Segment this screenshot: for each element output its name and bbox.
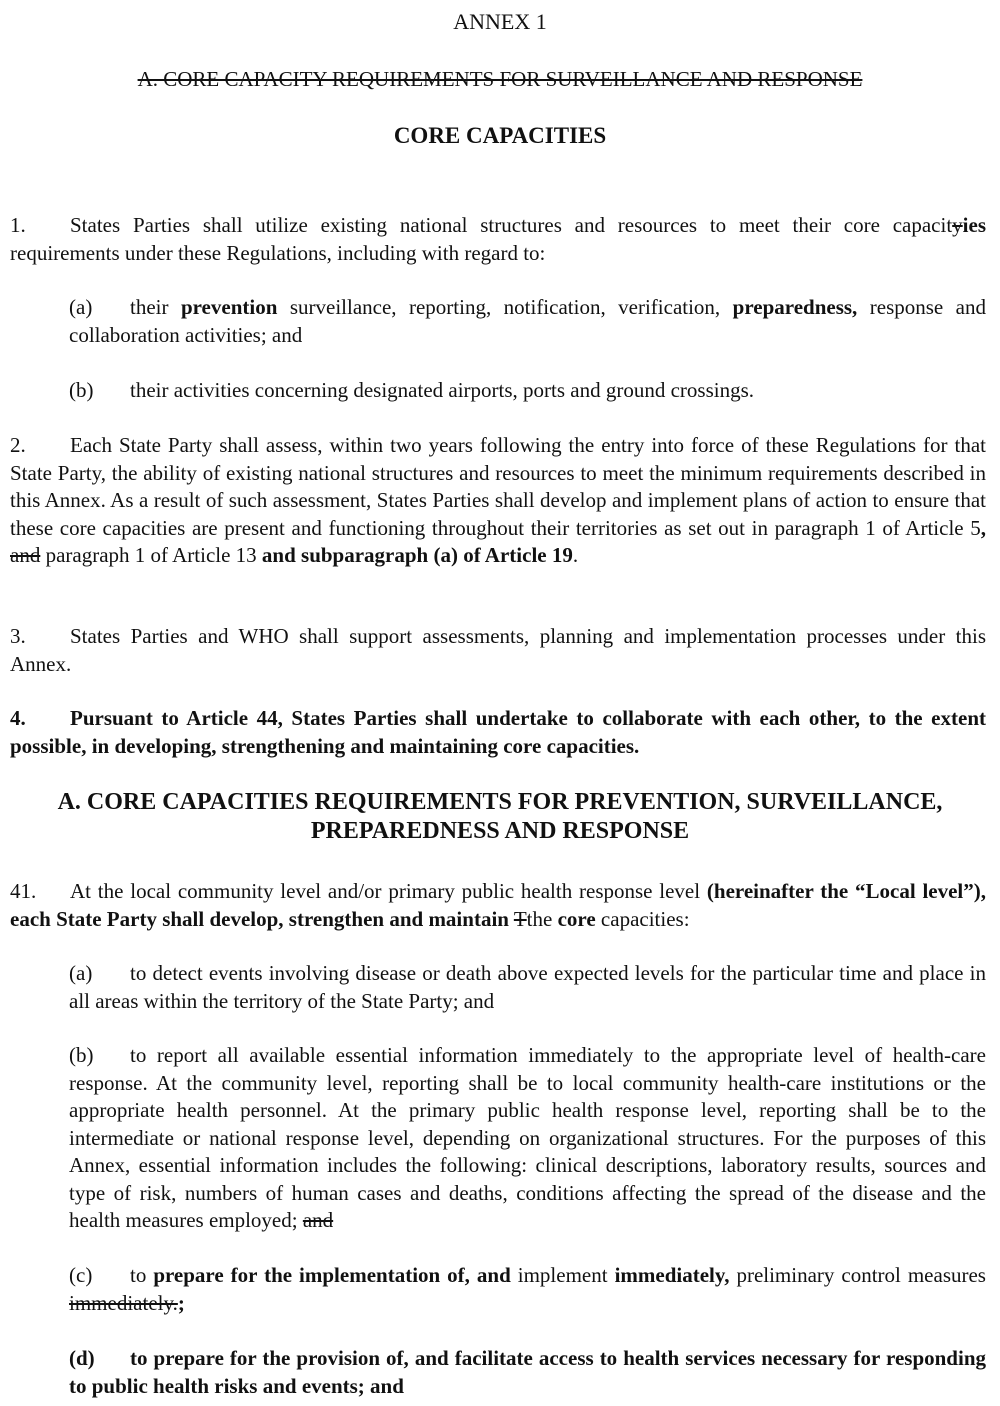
inserted-text: prepare for the implementation of, and xyxy=(153,1263,511,1287)
item-label: (c) xyxy=(69,1263,93,1287)
item-label: (a) xyxy=(69,295,93,319)
deleted-text: T xyxy=(513,906,527,931)
paragraph-41-item-c: (c) to prepare for the implementation of, and implement immediately, preliminary control measures immediately.; xyxy=(69,1263,986,1315)
inserted-text: ies xyxy=(962,213,986,237)
paragraph-number: 4. xyxy=(10,706,26,730)
paragraph-number: 41. xyxy=(10,879,37,903)
paragraph-number: 2. xyxy=(10,433,26,457)
paragraph-4: 4. Pursuant to Article 44, States Parties shall undertake to collaborate with each other, to the extent possible, in developing, strengthening and maintaining core capacities. xyxy=(10,706,986,758)
paragraph-41-item-a: (a) to detect events involving disease or death above expected levels for the particular time and place in all areas within the territory of the State Party; and xyxy=(69,961,986,1013)
inserted-text: preparedness, xyxy=(732,295,858,319)
section-a-heading: A. CORE CAPACITIES REQUIREMENTS FOR PREVENTION, SURVEILLANCE, PREPAREDNESS AND RESPONSE xyxy=(57,789,943,844)
deleted-text: immediately. xyxy=(69,1290,178,1315)
paragraph-1-item-b: (b) their activities concerning designated airports, ports and ground crossings. xyxy=(69,377,986,405)
annex-title: ANNEX 1 xyxy=(453,9,547,34)
paragraph-1: 1. States Parties shall utilize existing national structures and resources to meet their core capacityies requirements under these Regulations, including with regard to: xyxy=(10,213,986,265)
item-label: (a) xyxy=(69,961,93,985)
core-capacities-heading: CORE CAPACITIES xyxy=(393,123,607,148)
inserted-text: (hereinafter the “Local level”), each State Party shall develop, strengthen and maintain xyxy=(10,879,986,931)
deleted-heading: A. CORE CAPACITY REQUIREMENTS FOR SURVEILLANCE AND RESPONSE xyxy=(137,67,863,91)
paragraph-2: 2. Each State Party shall assess, within two years following the entry into force of these Regulations for that State Party, the ability of existing national structures and resources to meet the minimum requirements described in this Annex. As a result of such assessment, States Parties shall develop and implement plans of action to ensure that these core capacities are present and functioning throughout their territories as set out in paragraph 1 of Article 5, and paragraph 1 of Article 13 and subparagraph (a) of Article 19. xyxy=(10,433,986,567)
deleted-text: y xyxy=(952,213,963,237)
paragraph-number: 1. xyxy=(10,213,26,237)
deleted-text: and xyxy=(10,543,41,567)
inserted-text: and subparagraph (a) of Article 19 xyxy=(261,543,573,567)
paragraph-number: 3. xyxy=(10,624,26,648)
inserted-text: immediately, xyxy=(614,1263,730,1287)
paragraph-41-item-d: (d) to prepare for the provision of, and facilitate access to health services necessary for responding to public health risks and events; and xyxy=(69,1346,986,1398)
item-label: (b) xyxy=(69,378,94,402)
item-label: (d) xyxy=(69,1346,95,1370)
paragraph-1-item-a: (a) their prevention surveillance, reporting, notification, verification, preparedness, response and collaboration activities; and xyxy=(69,295,986,347)
item-label: (b) xyxy=(69,1043,94,1067)
paragraph-3: 3. States Parties and WHO shall support assessments, planning and implementation processes under this Annex. xyxy=(10,624,986,676)
deleted-text: and xyxy=(302,1208,334,1232)
inserted-text: prevention xyxy=(180,295,278,319)
inserted-text: core xyxy=(557,906,596,931)
paragraph-41: 41. At the local community level and/or primary public health response level (hereinafter the “Local level”), each State Party shall develop, strengthen and maintain Tthe core capacities: xyxy=(10,879,986,931)
paragraph-41-item-b: (b) to report all available essential information immediately to the appropriate level of health-care response. At the community level, reporting shall be to local community health-care institutions or the appropriate health personnel. At the primary public health response level, reporting shall be to the intermediate or national response level, depending on organizational structures. For the purposes of this Annex, essential information includes the following: clinical descriptions, laboratory results, sources and type of risk, numbers of human cases and deaths, conditions affecting the spread of the disease and the health measures employed; and xyxy=(69,1043,986,1232)
